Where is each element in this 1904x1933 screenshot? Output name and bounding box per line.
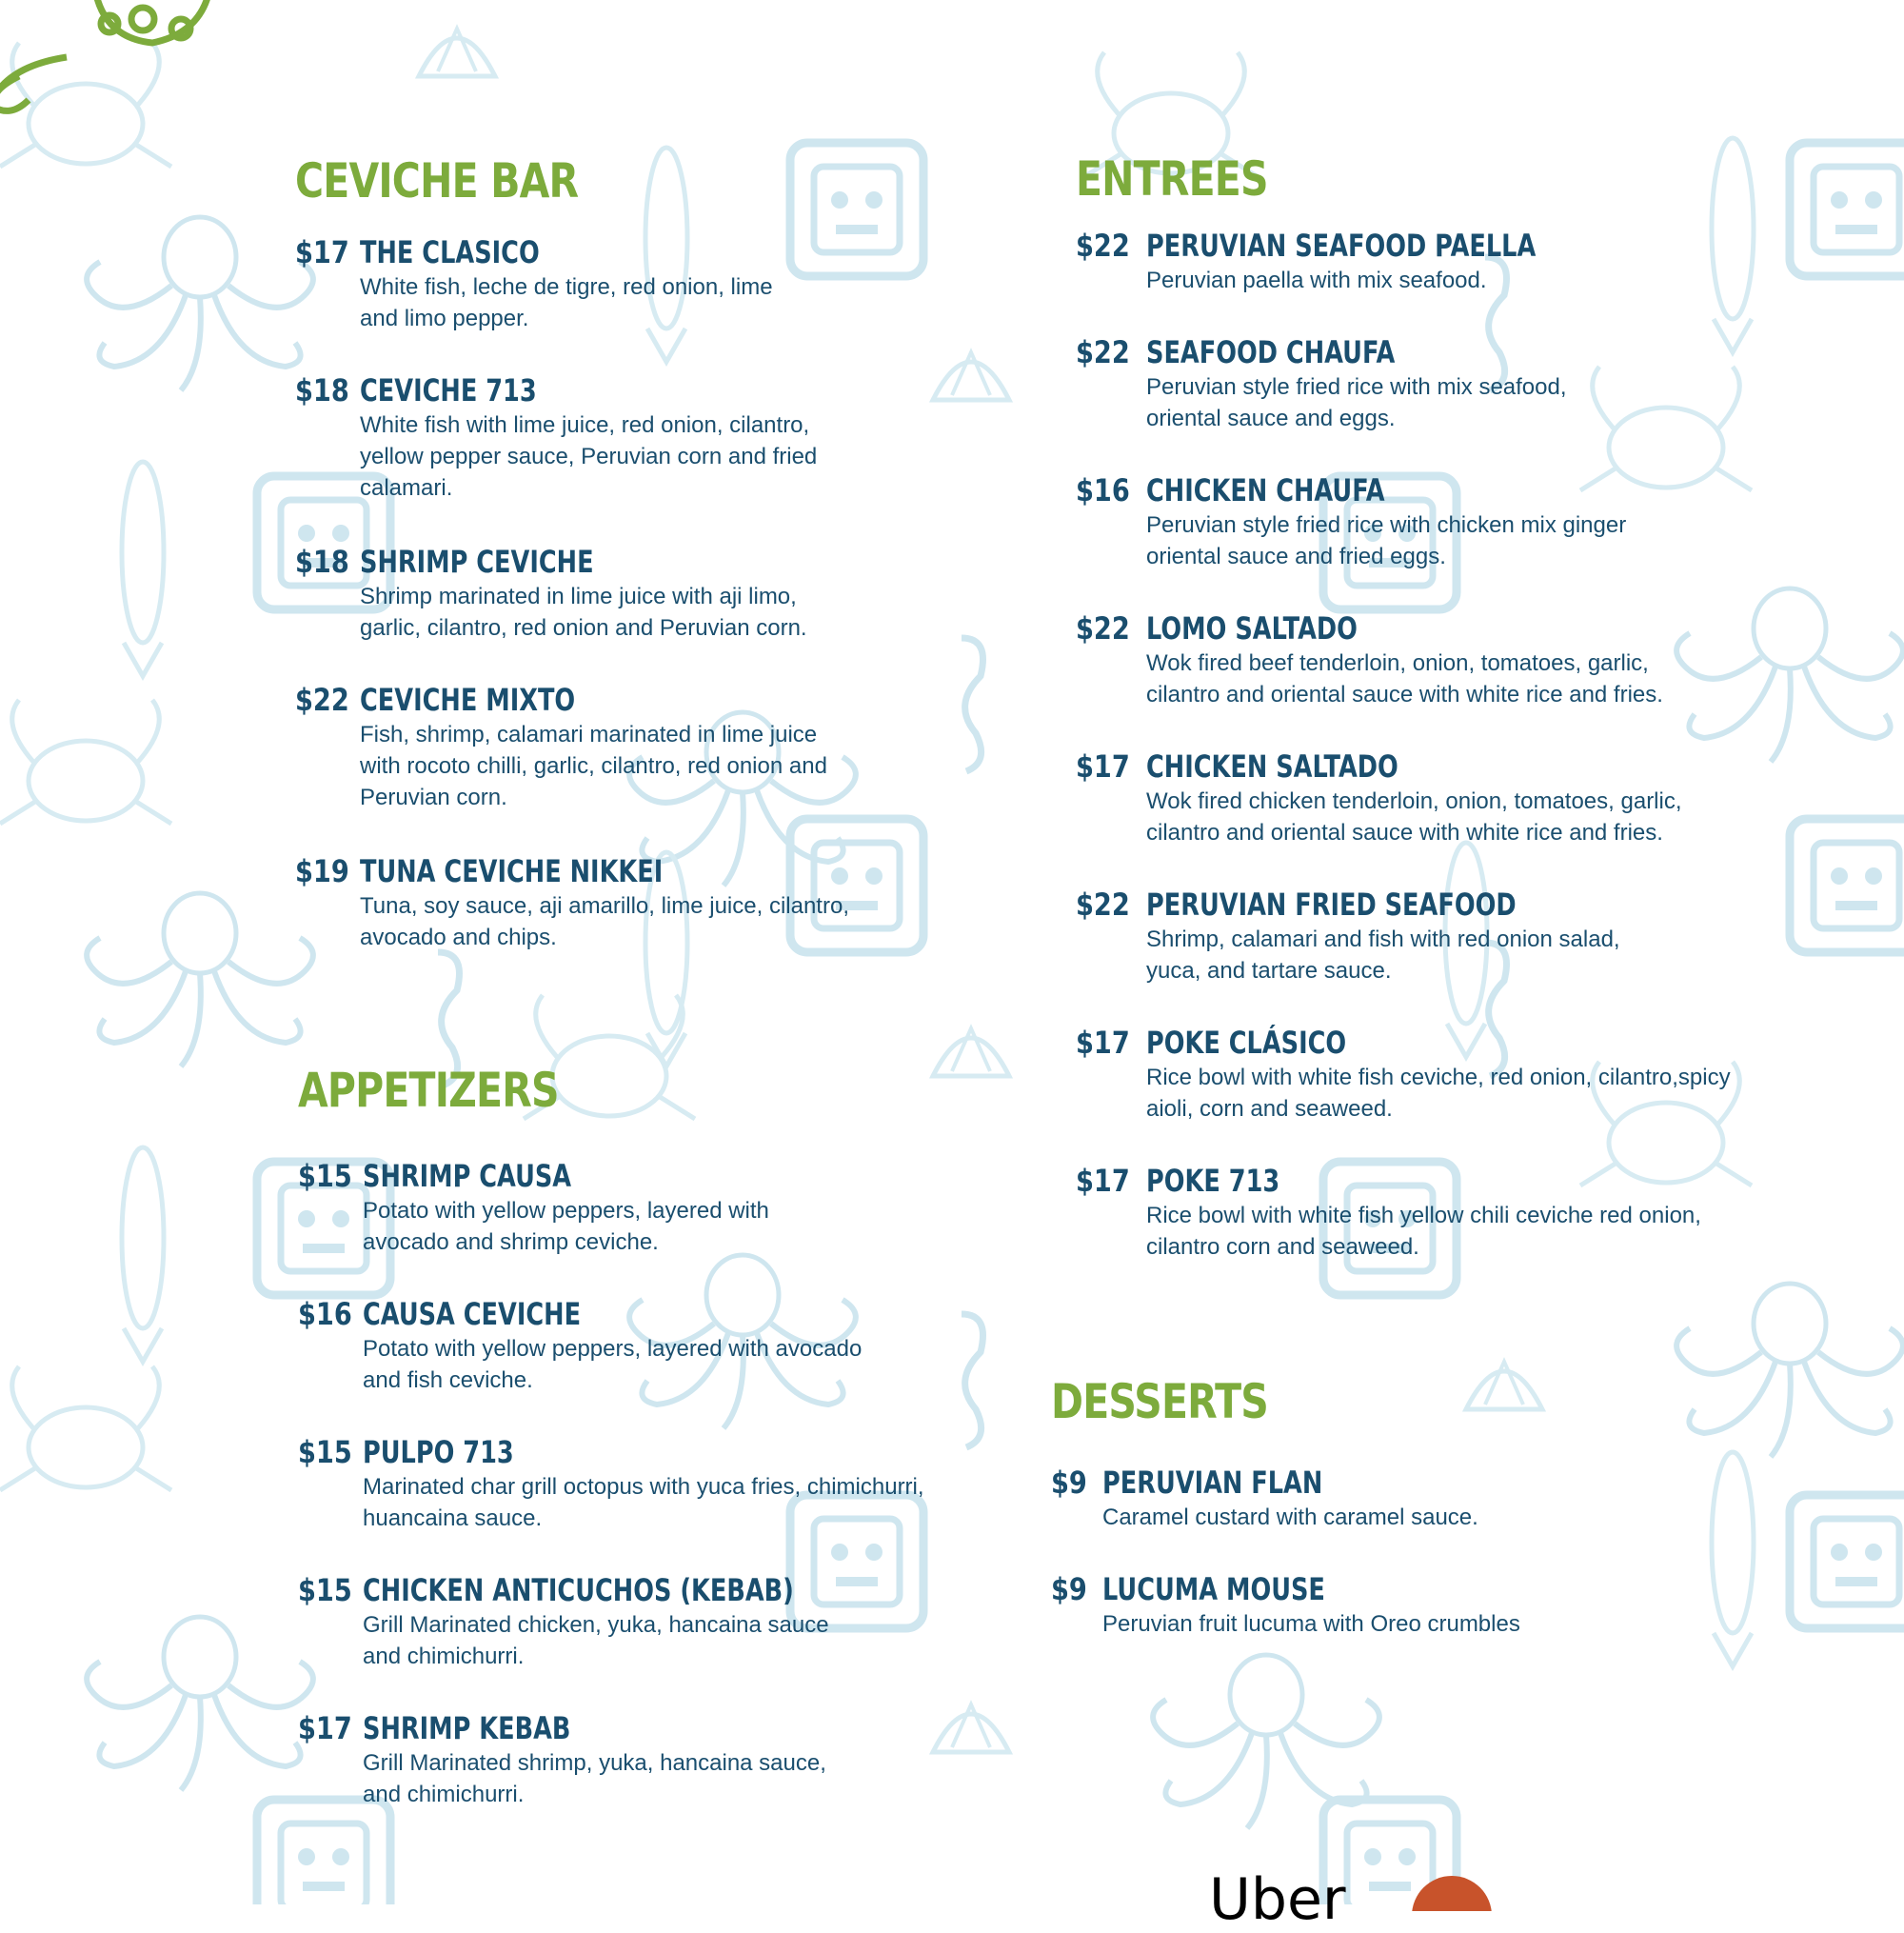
menu-item-description: Peruvian style fried rice with mix seafood, [1146,374,1567,400]
menu-item-description: White fish, leche de tigre, red onion, lime [360,274,773,300]
menu-item-header [298,1295,862,1333]
menu-item-description: Caramel custard with caramel sauce. [1102,1505,1478,1530]
menu-item-name: CHICKEN SALTADO [1146,748,1398,785]
menu-item [298,1709,826,1810]
entrees-title: ENTREES [1076,151,1268,207]
menu-item-description: Rice bowl with white fish yellow chili ceviche red onion, [1146,1203,1701,1228]
menu-item-name: SHRIMP CEVICHE [360,544,594,580]
menu-item-name: LUCUMA MOUSE [1102,1571,1325,1607]
menu-item-header [1076,609,1663,648]
menu-item [295,543,807,644]
menu-item-description: and fish ceviche. [363,1367,533,1393]
menu-item [298,1571,829,1672]
menu-item-header [1076,1162,1701,1200]
uber-logo[interactable]: Uber [1209,1866,1346,1933]
menu-item [1076,1162,1701,1263]
menu-item [1076,747,1682,848]
menu-item-name: TUNA CEVICHE NIKKEI [360,853,664,889]
menu-item-price: $22 [1076,610,1130,647]
menu-item-description: oriental sauce and eggs. [1146,406,1396,431]
menu-item-header [298,1433,924,1471]
menu-item [298,1433,924,1534]
menu-item-description: cilantro and oriental sauce with white rice and fries. [1146,682,1663,707]
menu-item [1076,227,1537,296]
menu-item-price: $22 [1076,887,1130,923]
menu-item-price: $17 [295,234,349,270]
menu-item-description: Potato with yellow peppers, layered with avocado [363,1336,863,1362]
menu-item-name: SHRIMP CAUSA [363,1158,572,1194]
ceviche-bar-title: CEVICHE BAR [295,153,579,209]
menu-item-name: PERUVIAN FLAN [1102,1465,1323,1501]
menu-item [1051,1570,1520,1640]
menu-item-description: Shrimp marinated in lime juice with aji limo, [360,584,797,609]
menu-item-description: with rocoto chilli, garlic, cilantro, red onion and [360,753,827,779]
menu-item-price: $15 [298,1434,352,1470]
menu-item-price: $9 [1051,1465,1087,1501]
menu-item-header [295,681,827,719]
menu-item [1076,333,1567,434]
menu-item-price: $16 [1076,472,1130,508]
delivery-logos [1209,1866,1346,1933]
menu-item-header [298,1709,826,1747]
menu-item [1076,609,1663,710]
entrees-section [1076,150,1799,1260]
menu-item-description: White fish with lime juice, red onion, cilantro, [360,412,810,438]
menu-item-price: $9 [1051,1571,1087,1607]
menu-item-price: $15 [298,1158,352,1194]
menu-item-price: $16 [298,1296,352,1332]
menu-item-name: CAUSA CEVICHE [363,1296,582,1332]
menu-item-header [1076,227,1537,265]
menu-item-description: and chimichurri. [363,1782,525,1807]
menu-item-description: avocado and chips. [360,925,557,950]
menu-item-price: $22 [1076,228,1130,264]
menu-item-price: $17 [1076,748,1130,785]
menu-item-name: CHICKEN ANTICUCHOS (KEBAB) [363,1572,794,1608]
menu-item-description: Grill Marinated shrimp, yuka, hancaina sauce, [363,1750,826,1776]
menu-item-price: $17 [298,1710,352,1746]
menu-item [298,1157,769,1258]
menu-item-name: LOMO SALTADO [1146,610,1358,647]
menu-item-price: $22 [1076,334,1130,370]
menu-item-header [1076,333,1567,371]
menu-item-header [295,371,817,409]
orange-delivery-logo-icon[interactable] [1409,1873,1495,1911]
menu-item-description: Fish, shrimp, calamari marinated in lime juice [360,722,818,747]
menu-item-price: $19 [295,853,349,889]
menu-item-description: yuca, and tartare sauce. [1146,958,1392,984]
menu-item-name: PERUVIAN FRIED SEAFOOD [1146,887,1517,923]
menu-item-description: and limo pepper. [360,306,529,331]
menu-item-description: garlic, cilantro, red onion and Peruvian corn. [360,615,807,641]
menu-item-description: calamari. [360,475,453,501]
green-octopus-decoration-icon [0,0,209,110]
menu-item-description: Peruvian fruit lucuma with Oreo crumbles [1102,1611,1520,1637]
menu-item-description: cilantro and oriental sauce with white rice and fries. [1146,820,1663,846]
menu-item-name: PERUVIAN SEAFOOD PAELLA [1146,228,1537,264]
appetizers-section [298,1062,1021,1807]
menu-item-price: $22 [295,682,349,718]
menu-item-header [1051,1464,1478,1502]
menu-item-description: Peruvian paella with mix seafood. [1146,268,1487,293]
menu-item-description: aioli, corn and seaweed. [1146,1096,1393,1122]
menu-item [295,852,849,953]
menu-item [295,233,773,334]
menu-item-description: cilantro corn and seaweed. [1146,1234,1419,1260]
menu-item-description: Peruvian style fried rice with chicken mix ginger [1146,512,1627,538]
desserts-section [1051,1373,1775,1637]
menu-item-name: CEVICHE 713 [360,372,537,409]
menu-item-description: Wok fired beef tenderloin, onion, tomatoes, garlic, [1146,650,1649,676]
menu-item-header [298,1157,769,1195]
menu-item-header [1076,747,1682,786]
menu-item-description: Grill Marinated chicken, yuka, hancaina sauce [363,1612,829,1638]
desserts-title: DESSERTS [1051,1374,1268,1429]
menu-item-header [298,1571,829,1609]
menu-item-price: $18 [295,372,349,409]
menu-item-name: PULPO 713 [363,1434,514,1470]
menu-item-name: SEAFOOD CHAUFA [1146,334,1396,370]
menu-item-price: $15 [298,1572,352,1608]
menu-item [1076,886,1620,986]
menu-item-name: POKE 713 [1146,1163,1280,1199]
appetizers-title: APPETIZERS [298,1063,559,1118]
menu-item-description: Rice bowl with white fish ceviche, red onion, cilantro,spicy [1146,1065,1731,1090]
menu-item-name: CHICKEN CHAUFA [1146,472,1385,508]
menu-item-header [295,543,807,581]
menu-item-description: huancaina sauce. [363,1505,543,1531]
menu-item-description: and chimichurri. [363,1644,525,1669]
menu-item-description: oriental sauce and fried eggs. [1146,544,1446,569]
menu-item [298,1295,862,1396]
menu-item-description: avocado and shrimp ceviche. [363,1229,659,1255]
menu-item-header [1076,1024,1731,1062]
menu-item-name: THE CLASICO [360,234,540,270]
menu-item-description: Potato with yellow peppers, layered with [363,1198,769,1224]
menu-item-price: $17 [1076,1163,1130,1199]
menu-item-header [1051,1570,1520,1608]
menu-item-description: Shrimp, calamari and fish with red onion salad, [1146,927,1620,952]
menu-item-description: Marinated char grill octopus with yuca fries, chimichurri, [363,1474,924,1500]
menu-item-price: $17 [1076,1025,1130,1061]
menu-item [295,371,817,504]
menu-item-description: yellow pepper sauce, Peruvian corn and fried [360,444,818,469]
menu-item [1076,1024,1731,1125]
menu-item-name: CEVICHE MIXTO [360,682,576,718]
menu-item-header [295,852,849,890]
menu-item [1076,471,1626,572]
menu-item-header [1076,886,1620,924]
menu-item-price: $18 [295,544,349,580]
menu-item-description: Tuna, soy sauce, aji amarillo, lime juice, cilantro, [360,893,849,919]
ceviche-bar-section [295,152,962,950]
menu-item-name: POKE CLÁSICO [1146,1025,1347,1061]
menu-item-name: SHRIMP KEBAB [363,1710,571,1746]
menu-item-header [1076,471,1626,509]
menu-item-header [295,233,773,271]
menu-item-description: Peruvian corn. [360,785,507,810]
menu-item [295,681,827,813]
menu-item-description: Wok fired chicken tenderloin, onion, tomatoes, garlic, [1146,788,1682,814]
menu-item [1051,1464,1478,1533]
